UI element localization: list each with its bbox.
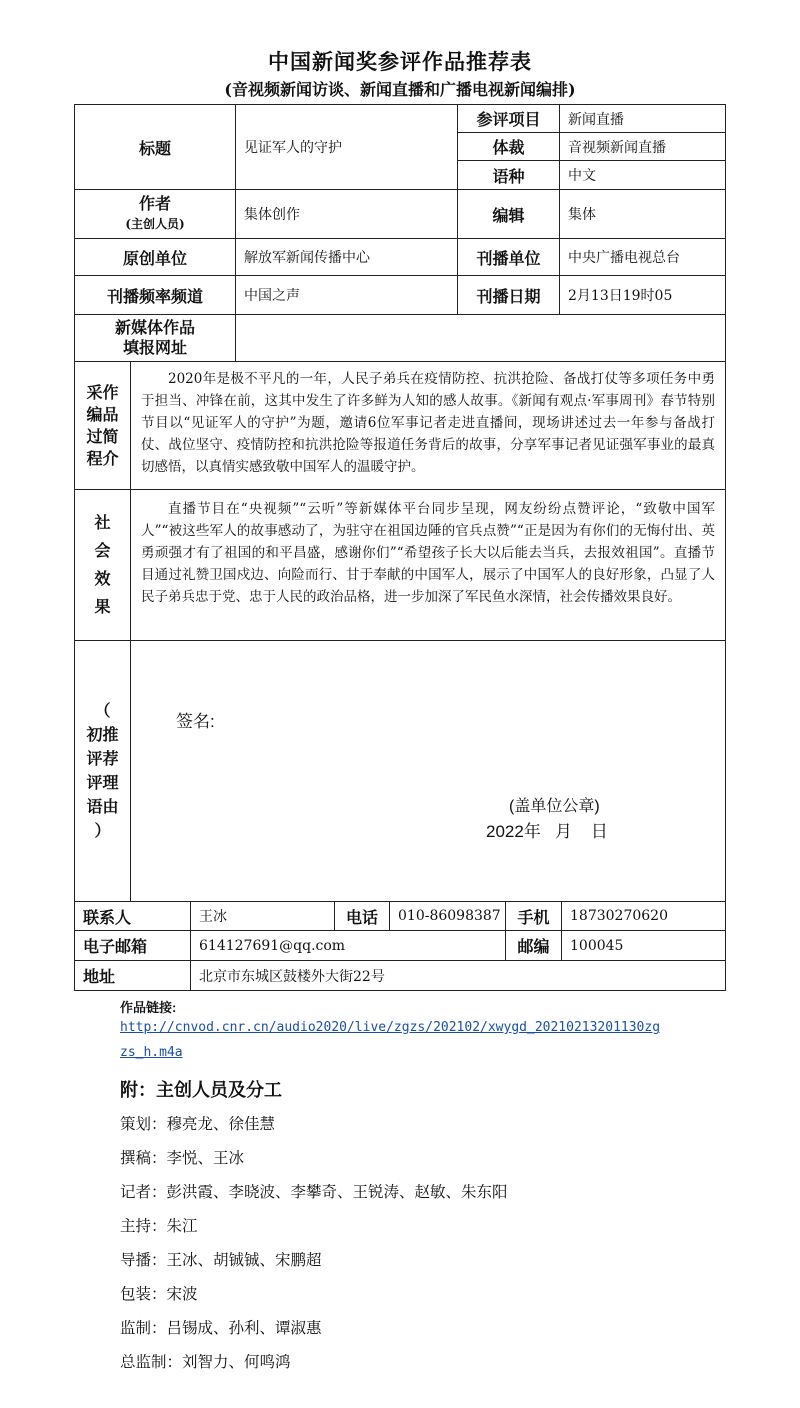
sign-label: 签名: (176, 712, 215, 731)
genre-label: 体裁 (457, 132, 560, 161)
recommend-label-char: 初推 (86, 725, 119, 744)
credit-item: 包装：宋波 (120, 1285, 198, 1303)
process-text: 2020年是极不平凡的一年，人民子弟兵在疫情防控、抗洪抢险、备战打仗等多项任务中勇于担当、冲锋在前，这其中发生了许多鲜为人知的感人故事。《新闻有观点·军事周刊》春节特别节目以“见证军人的守护”为题，邀请6位军事记者走进直播间，现场讲述过去一年参与备战打仗、战位坚守、疫情防控和抗洪抢险等报道任务背后的故事，分享军事记者见证强军事业的最真切感悟，以真情实感致敬中国军人的温暖守护。 (130, 361, 726, 490)
title-value: 见证军人的守护 (235, 104, 458, 190)
newmedia-label-1: 新媒体作品 (114, 318, 195, 337)
effect-label (74, 489, 131, 641)
author-sub-label: (主创人员) (125, 217, 185, 231)
process-label (74, 361, 131, 490)
link-label: 作品链接: (120, 1000, 177, 1015)
broadcast-unit-value: 中央广播电视总台 (559, 238, 726, 276)
seal-label: (盖单位公章) (509, 798, 600, 815)
effect-label-char: 社 (94, 513, 111, 532)
entry-item-label: 参评项目 (457, 104, 560, 133)
work-link-line1[interactable]: http://cnvod.cnr.cn/audio2020/live/zgzs/202102/xwygd_20210213201130zg (120, 1020, 661, 1035)
effect-label-char: 效 (94, 569, 111, 588)
credit-item: 撰稿：李悦、王冰 (120, 1149, 245, 1167)
phone-value: 010-86098387 (389, 901, 506, 931)
postcode-value: 100045 (561, 930, 726, 961)
recommend-label-char: 评荐 (86, 749, 119, 768)
channel-label: 刊播频率频道 (74, 275, 236, 315)
credit-item: 策划：穆亮龙、徐佳慧 (120, 1115, 276, 1133)
credit-item: 导播：王冰、胡铖铖、宋鹏超 (120, 1251, 322, 1269)
credit-item: 记者：彭洪霞、李晓波、李攀奇、王锐涛、赵敏、朱东阳 (120, 1183, 508, 1201)
email-label: 电子邮箱 (74, 930, 191, 961)
postcode-label: 邮编 (505, 930, 562, 961)
newmedia-label-2: 填报网址 (122, 338, 187, 357)
form-title: 中国新闻奖参评作品推荐表 (268, 49, 532, 74)
phone-label: 电话 (334, 901, 390, 931)
date-value: 2月13日19时05 (559, 275, 726, 315)
editor-label: 编辑 (457, 189, 560, 239)
address-label: 地址 (74, 960, 191, 991)
language-value: 中文 (559, 160, 726, 190)
mobile-value: 18730270620 (561, 901, 726, 931)
editor-value: 集体 (559, 189, 726, 239)
author-label: 作者 (138, 194, 171, 213)
title-label: 标题 (74, 104, 236, 190)
date-line: 2022年 月 日 (486, 822, 608, 841)
work-link-line2[interactable]: zs_h.m4a (120, 1045, 183, 1060)
process-label-char: 程介 (86, 448, 119, 468)
recommend-label-char: ） (94, 821, 111, 840)
broadcast-unit-label: 刊播单位 (457, 238, 560, 276)
process-label-char: 采作 (86, 382, 119, 402)
mobile-label: 手机 (505, 901, 562, 931)
original-unit-value: 解放军新闻传播中心 (235, 238, 458, 276)
author-label-cell (74, 189, 236, 239)
process-label-char: 编品 (86, 404, 119, 424)
genre-value: 音视频新闻直播 (559, 132, 726, 161)
entry-item-value: 新闻直播 (559, 104, 726, 133)
recommend-label (74, 640, 131, 902)
credit-item: 总监制：刘智力、何鸣鸿 (120, 1353, 291, 1371)
channel-value: 中国之声 (235, 275, 458, 315)
language-label: 语种 (457, 160, 560, 190)
credit-item: 监制：吕锡成、孙利、谭淑惠 (120, 1319, 322, 1337)
author-value: 集体创作 (235, 189, 458, 239)
email-value: 614127691@qq.com (190, 930, 506, 961)
contact-label: 联系人 (74, 901, 191, 931)
credits-title: 附：主创人员及分工 (120, 1080, 282, 1101)
address-value: 北京市东城区鼓楼外大街22号 (190, 960, 726, 991)
effect-label-char: 果 (94, 597, 111, 616)
effect-text: 直播节目在“央视频”“云听”等新媒体平台同步呈现，网友纷纷点赞评论，“致敬中国军人”“被这些军人的故事感动了，为驻守在祖国边陲的官兵点赞”“正是因为有你们的无悔付出、英勇顽强才有了祖国的和平昌盛，感谢你们”“希望孩子长大以后能去当兵，去报效祖国”。直播节目通过礼赞卫国戍边、向险而行、甘于奉献的中国军人，展示了中国军人的良好形象，凸显了人民子弟兵忠于党、忠于人民的政治品格，进一步加深了军民鱼水深情，社会传播效果良好。 (130, 489, 726, 641)
process-label-char: 过简 (86, 426, 119, 446)
date-label: 刊播日期 (457, 275, 560, 315)
recommend-label-char: （ (94, 701, 111, 720)
recommend-label-char: 评理 (86, 773, 119, 792)
newmedia-label-cell (74, 314, 236, 362)
credit-item: 主持：朱江 (120, 1217, 198, 1235)
contact-value: 王冰 (190, 901, 335, 931)
effect-label-char: 会 (94, 541, 111, 560)
form-subtitle: (音视频新闻访谈、新闻直播和广播电视新闻编排) (224, 80, 576, 99)
newmedia-value[interactable] (235, 314, 726, 362)
recommend-box[interactable] (130, 640, 726, 902)
recommend-label-char: 语由 (86, 797, 119, 816)
original-unit-label: 原创单位 (74, 238, 236, 276)
